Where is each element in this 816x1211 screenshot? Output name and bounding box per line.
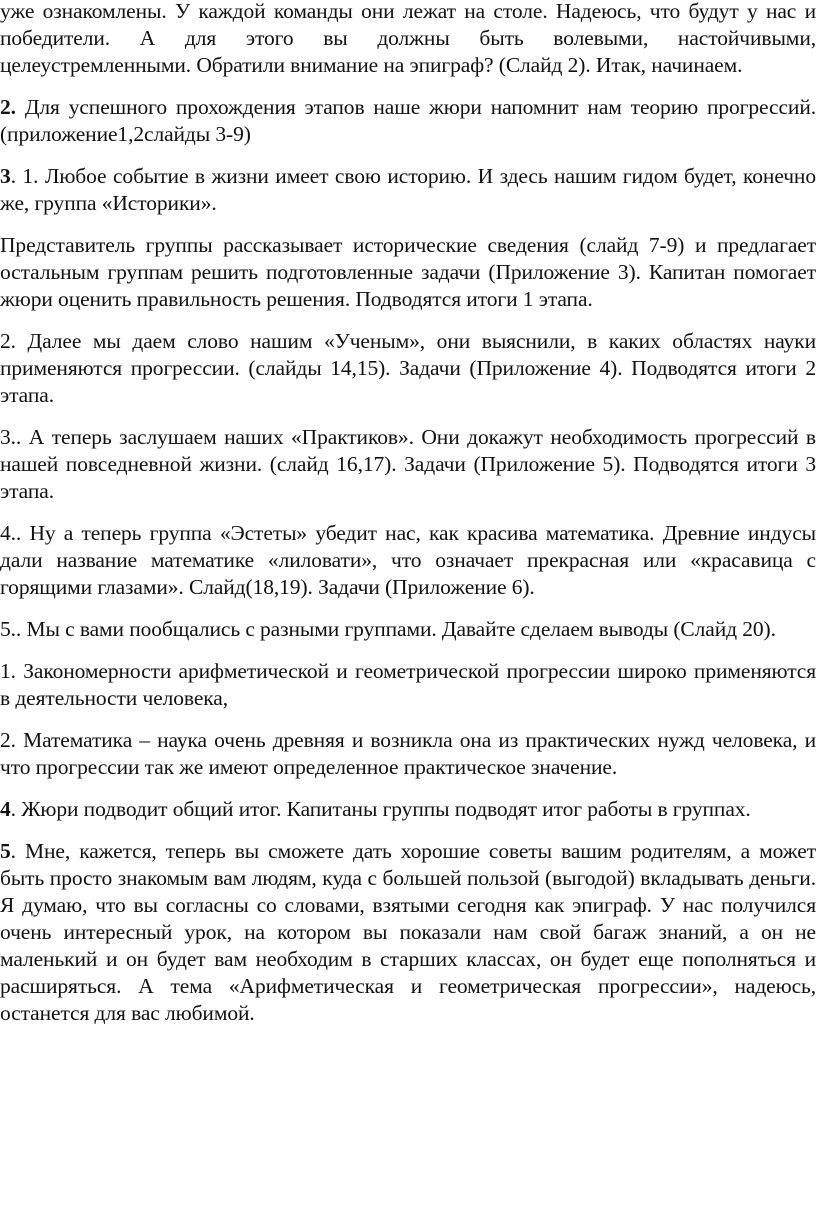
paragraph-step-2 bbox=[0, 94, 816, 148]
paragraph-intro bbox=[0, 0, 816, 79]
step-number: 3 bbox=[0, 164, 11, 188]
paragraph-conclusion-1 bbox=[0, 658, 816, 712]
paragraph-text: . Мне, кажется, теперь вы сможете дать хорошие советы вашим родителям, а может быть просто знакомым вам людям, куда с большей пользой (выгодой) вкладывать деньги. Я думаю, что вы согласны со словами, взятыми сегодня как эпиграф. У нас получился очень интересный урок, на котором вы показали нам свой багаж знаний, а он не маленький и он будет вам необходим в старших классах, он будет еще пополняться и расширяться. А тема «Арифметическая и геометрическая прогрессии», надеюсь, останется для вас любимой. bbox=[0, 839, 816, 1025]
paragraph-text: уже ознакомлены. У каждой команды они лежат на столе. Надеюсь, что будут у нас и победители. А для этого вы должны быть волевыми, настойчивыми, целеустремленными. Обратили внимание на эпиграф? (Слайд 2). Итак, начинаем. bbox=[0, 0, 816, 77]
paragraph-text: 2. Математика – наука очень древняя и возникла она из практических нужд человека, и что прогрессии так же имеют определенное практическое значение. bbox=[0, 728, 816, 779]
paragraph-text: 2. Далее мы даем слово нашим «Ученым», они выяснили, в каких областях науки применяются прогрессии. (слайды 14,15). Задачи (Приложение 4). Подводятся итоги 2 этапа. bbox=[0, 329, 816, 407]
paragraph-text: 1. Закономерности арифметической и геометрической прогрессии широко применяются в деятельности человека, bbox=[0, 659, 816, 710]
paragraph-conclusion-2 bbox=[0, 727, 816, 781]
paragraph-conclusions bbox=[0, 616, 816, 643]
paragraph-historians bbox=[0, 232, 816, 313]
paragraph-step-3 bbox=[0, 163, 816, 217]
step-number: 4 bbox=[0, 797, 11, 821]
paragraph-text: 5.. Мы с вами пообщались с разными группами. Давайте сделаем выводы (Слайд 20). bbox=[0, 617, 776, 641]
paragraph-text: . Жюри подводит общий итог. Капитаны группы подводят итог работы в группах. bbox=[10, 797, 751, 821]
paragraph-scientists bbox=[0, 328, 816, 409]
paragraph-text: Представитель группы рассказывает исторические сведения (слайд 7-9) и предлагает остальным группам решить подготовленные задачи (Приложение 3). Капитан помогает жюри оценить правильность решения. Подводятся итоги 1 этапа. bbox=[0, 233, 816, 311]
paragraph-step-4 bbox=[0, 796, 816, 823]
paragraph-text: Для успешного прохождения этапов наше жюри напомнит нам теорию прогрессий. (приложение1,2слайды 3-9) bbox=[0, 95, 816, 146]
step-number: 5 bbox=[0, 839, 11, 863]
paragraph-text: 4.. Ну а теперь группа «Эстеты» убедит нас, как красива математика. Древние индусы дали название математике «лиловати», что означает прекрасная или «красавица с горящими глазами». Слайд(18,19). Задачи (Приложение 6). bbox=[0, 521, 816, 599]
paragraph-step-5 bbox=[0, 838, 816, 1027]
step-number: 2. bbox=[0, 95, 16, 119]
paragraph-text: 3.. А теперь заслушаем наших «Практиков». Они докажут необходимость прогрессий в нашей повседневной жизни. (слайд 16,17). Задачи (Приложение 5). Подводятся итоги 3 этапа. bbox=[0, 425, 816, 503]
paragraph-text: . 1. Любое событие в жизни имеет свою историю. И здесь нашим гидом будет, конечно же, группа «Историки». bbox=[0, 164, 816, 215]
paragraph-practitioners bbox=[0, 424, 816, 505]
paragraph-aesthetes bbox=[0, 520, 816, 601]
